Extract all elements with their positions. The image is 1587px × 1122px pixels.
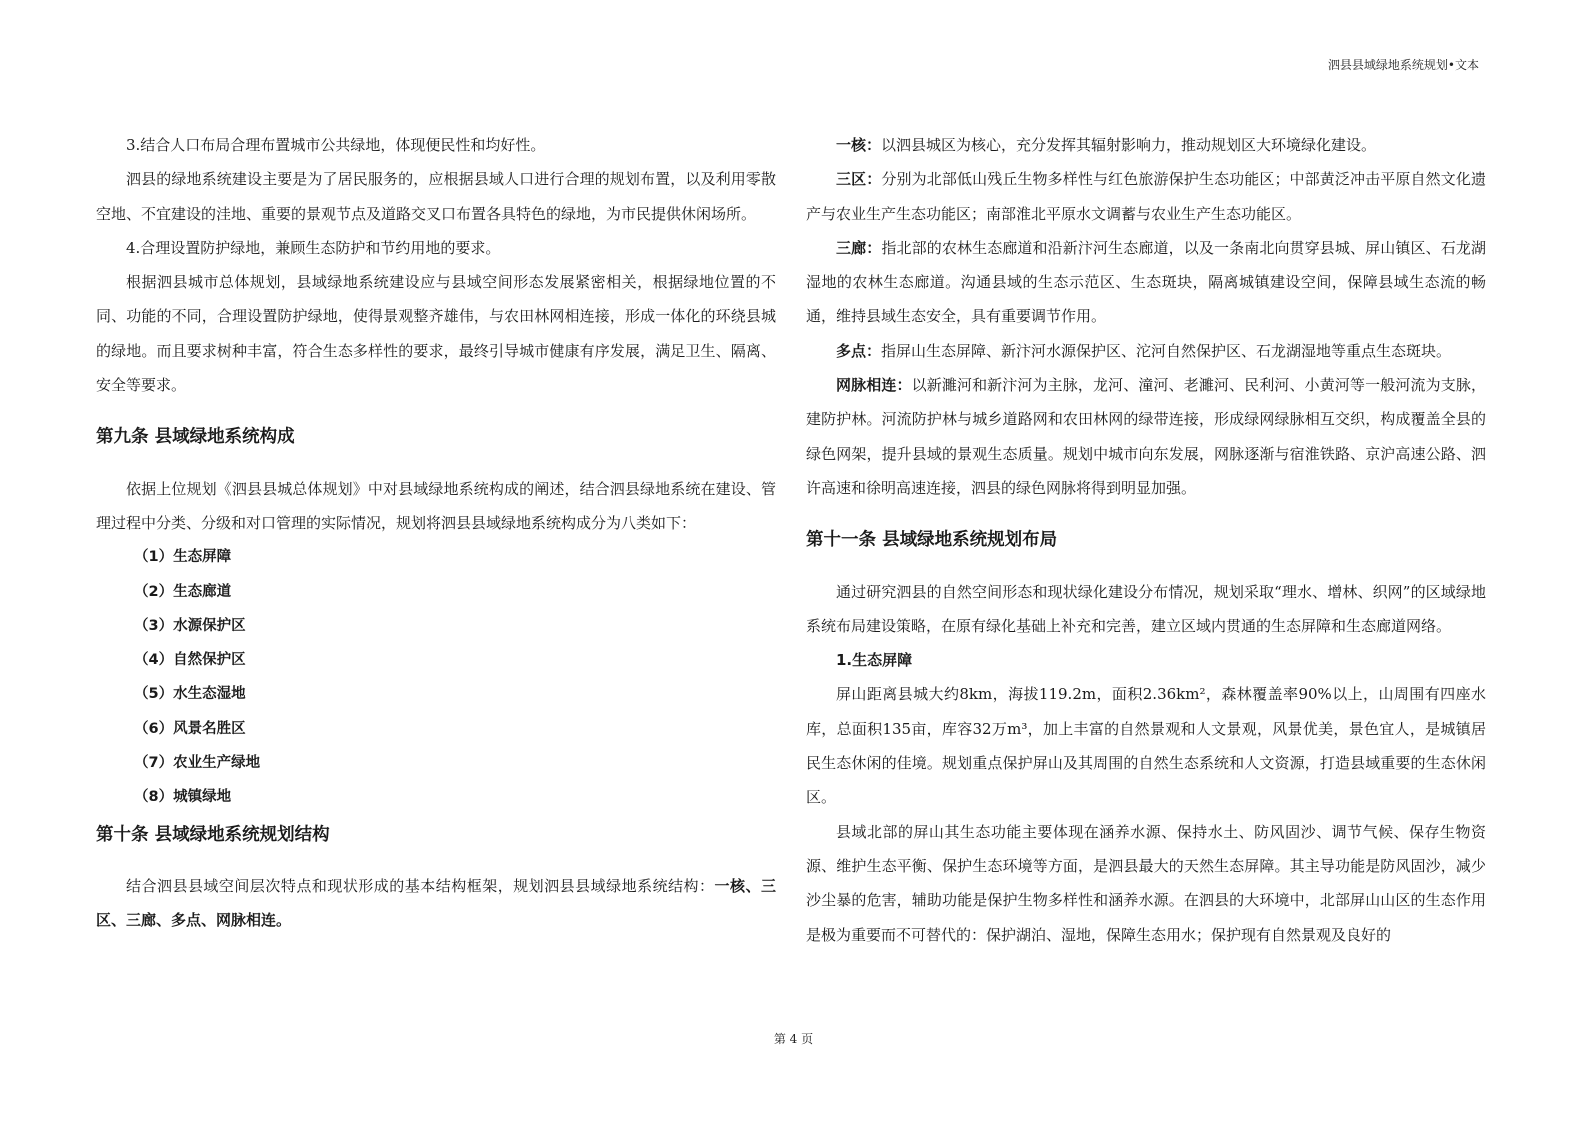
list-item: （7）农业生产绿地	[134, 755, 261, 772]
paragraph	[806, 128, 1486, 162]
paragraph: 通过研究泗县的自然空间形态和现状绿化建设分布情况，规划采取“理水、增林、织网”的区域绿地系统布局建设策略，在原有绿化基础上补充和完善，建立区域内贯通的生态屏障和生态廊道网络。	[806, 582, 1486, 635]
term-label: 三廊：	[836, 238, 882, 257]
paragraph: 泗县的绿地系统建设主要是为了居民服务的，应根据县域人口进行合理的规划布置，以及利用零散空地、不宜建设的洼地、重要的景观节点及道路交叉口布置各具特色的绿地，为市民提供休闲场所。	[96, 170, 776, 223]
paragraph	[806, 162, 1486, 231]
list-item: （1）生态屏障	[134, 549, 232, 566]
term-label: 多点：	[836, 341, 882, 360]
term-label: 网脉相连：	[836, 376, 912, 395]
term-text: 以新濉河和新汴河为主脉，龙河、潼河、老濉河、民利河、小黄河等一般河流为支脉，建防护林。河流防护林与城乡道路网和农田林网的绿带连接，形成绿网绿脉相互交织，构成覆盖全县的绿色网架，提升县域的景观生态质量。规划中城市向东发展，网脉逐渐与宿淮铁路、京沪高速公路、泗许高速和徐明高速连接，泗县的绿色网脉将得到明显加强。	[806, 376, 1486, 497]
paragraph: 4.合理设置防护绿地，兼顾生态防护和节约用地的要求。	[126, 238, 501, 257]
left-column	[96, 128, 776, 938]
list-item: （8）城镇绿地	[134, 789, 232, 806]
structure-intro: 结合泗县县域空间层次特点和现状形成的基本结构框架，规划泗县县域绿地系统结构：	[126, 876, 715, 895]
term-label: 一核：	[836, 136, 882, 154]
list-item: （3）水源保护区	[134, 617, 246, 634]
term-text: 指屏山生态屏障、新汴河水源保护区、沱河自然保护区、石龙湖湿地等重点生态斑块。	[881, 341, 1452, 360]
structure-summary: 一核、三区、三廊、多点、网脉相连。	[96, 876, 776, 930]
term-text: 以泗县城区为核心，充分发挥其辐射影响力，推动规划区大环境绿化建设。	[881, 136, 1377, 154]
page-number: 第 4 页	[773, 1032, 814, 1046]
term-text: 指北部的农林生态廊道和沿新汴河生态廊道，以及一条南北向贯穿县城、屏山镇区、石龙湖湿地的农林生态廊道。沟通县域的生态示范区、生态斑块，隔离城镇建设空间，保障县域生态流的畅通，维持县域生态安全，具有重要调节作用。	[806, 238, 1486, 326]
article-9-heading: 第九条 县域绿地系统构成	[96, 427, 295, 448]
list-item: （5）水生态湿地	[134, 686, 246, 703]
subsection-heading: 1.生态屏障	[836, 651, 913, 670]
list-item: （6）风景名胜区	[134, 720, 246, 737]
paragraph	[806, 368, 1486, 505]
paragraph: 3.结合人口布局合理布置城市公共绿地，体现便民性和均好性。	[126, 136, 546, 154]
paragraph: 屏山距离县城大约8km，海拔119.2m，面积2.36km²，森林覆盖率90%以上，山周围有四座水库，总面积135亩，库容32万m³，加上丰富的自然景观和人文景观，风景优美，景色宜人，是城镇居民生态休闲的佳境。规划重点保护屏山及其周围的自然生态系统和人文资源，打造县域重要的生态休闲区。	[806, 685, 1486, 807]
list-item: （4）自然保护区	[134, 652, 246, 669]
right-column	[806, 128, 1486, 952]
list-item: （2）生态廊道	[134, 583, 232, 600]
document-header: 泗县县域绿地系统规划•文本	[1327, 58, 1479, 72]
term-text: 分别为北部低山残丘生物多样性与红色旅游保护生态功能区；中部黄泛冲击平原自然文化遗产与农业生产生态功能区；南部淮北平原水文调蓄与农业生产生态功能区。	[806, 170, 1486, 223]
article-10-heading: 第十条 县域绿地系统规划结构	[96, 824, 330, 845]
paragraph	[806, 334, 1486, 368]
paragraph: 依据上位规划《泗县县城总体规划》中对县域绿地系统构成的阐述，结合泗县绿地系统在建设、管理过程中分类、分级和对口管理的实际情况，规划将泗县县域绿地系统构成分为八类如下：	[96, 479, 776, 532]
term-label: 三区：	[836, 170, 882, 189]
paragraph	[806, 231, 1486, 334]
paragraph: 县域北部的屏山其生态功能主要体现在涵养水源、保持水土、防风固沙、调节气候、保存生物资源、维护生态平衡、保护生态环境等方面，是泗县最大的天然生态屏障。其主导功能是防风固沙，减少沙尘暴的危害，辅助功能是保护生物多样性和涵养水源。在泗县的大环境中，北部屏山山区的生态作用是极为重要而不可替代的：保护湖泊、湿地，保障生态用水；保护现有自然景观及良好的	[806, 822, 1486, 944]
paragraph	[96, 869, 776, 938]
article-11-heading: 第十一条 县域绿地系统规划布局	[806, 530, 1058, 551]
paragraph: 根据泗县城市总体规划，县域绿地系统建设应与县域空间形态发展紧密相关，根据绿地位置的不同、功能的不同，合理设置防护绿地，使得景观整齐雄伟，与农田林网相连接，形成一体化的环绕县城的绿地。而且要求树种丰富，符合生态多样性的要求，最终引导城市健康有序发展，满足卫生、隔离、安全等要求。	[96, 273, 776, 395]
